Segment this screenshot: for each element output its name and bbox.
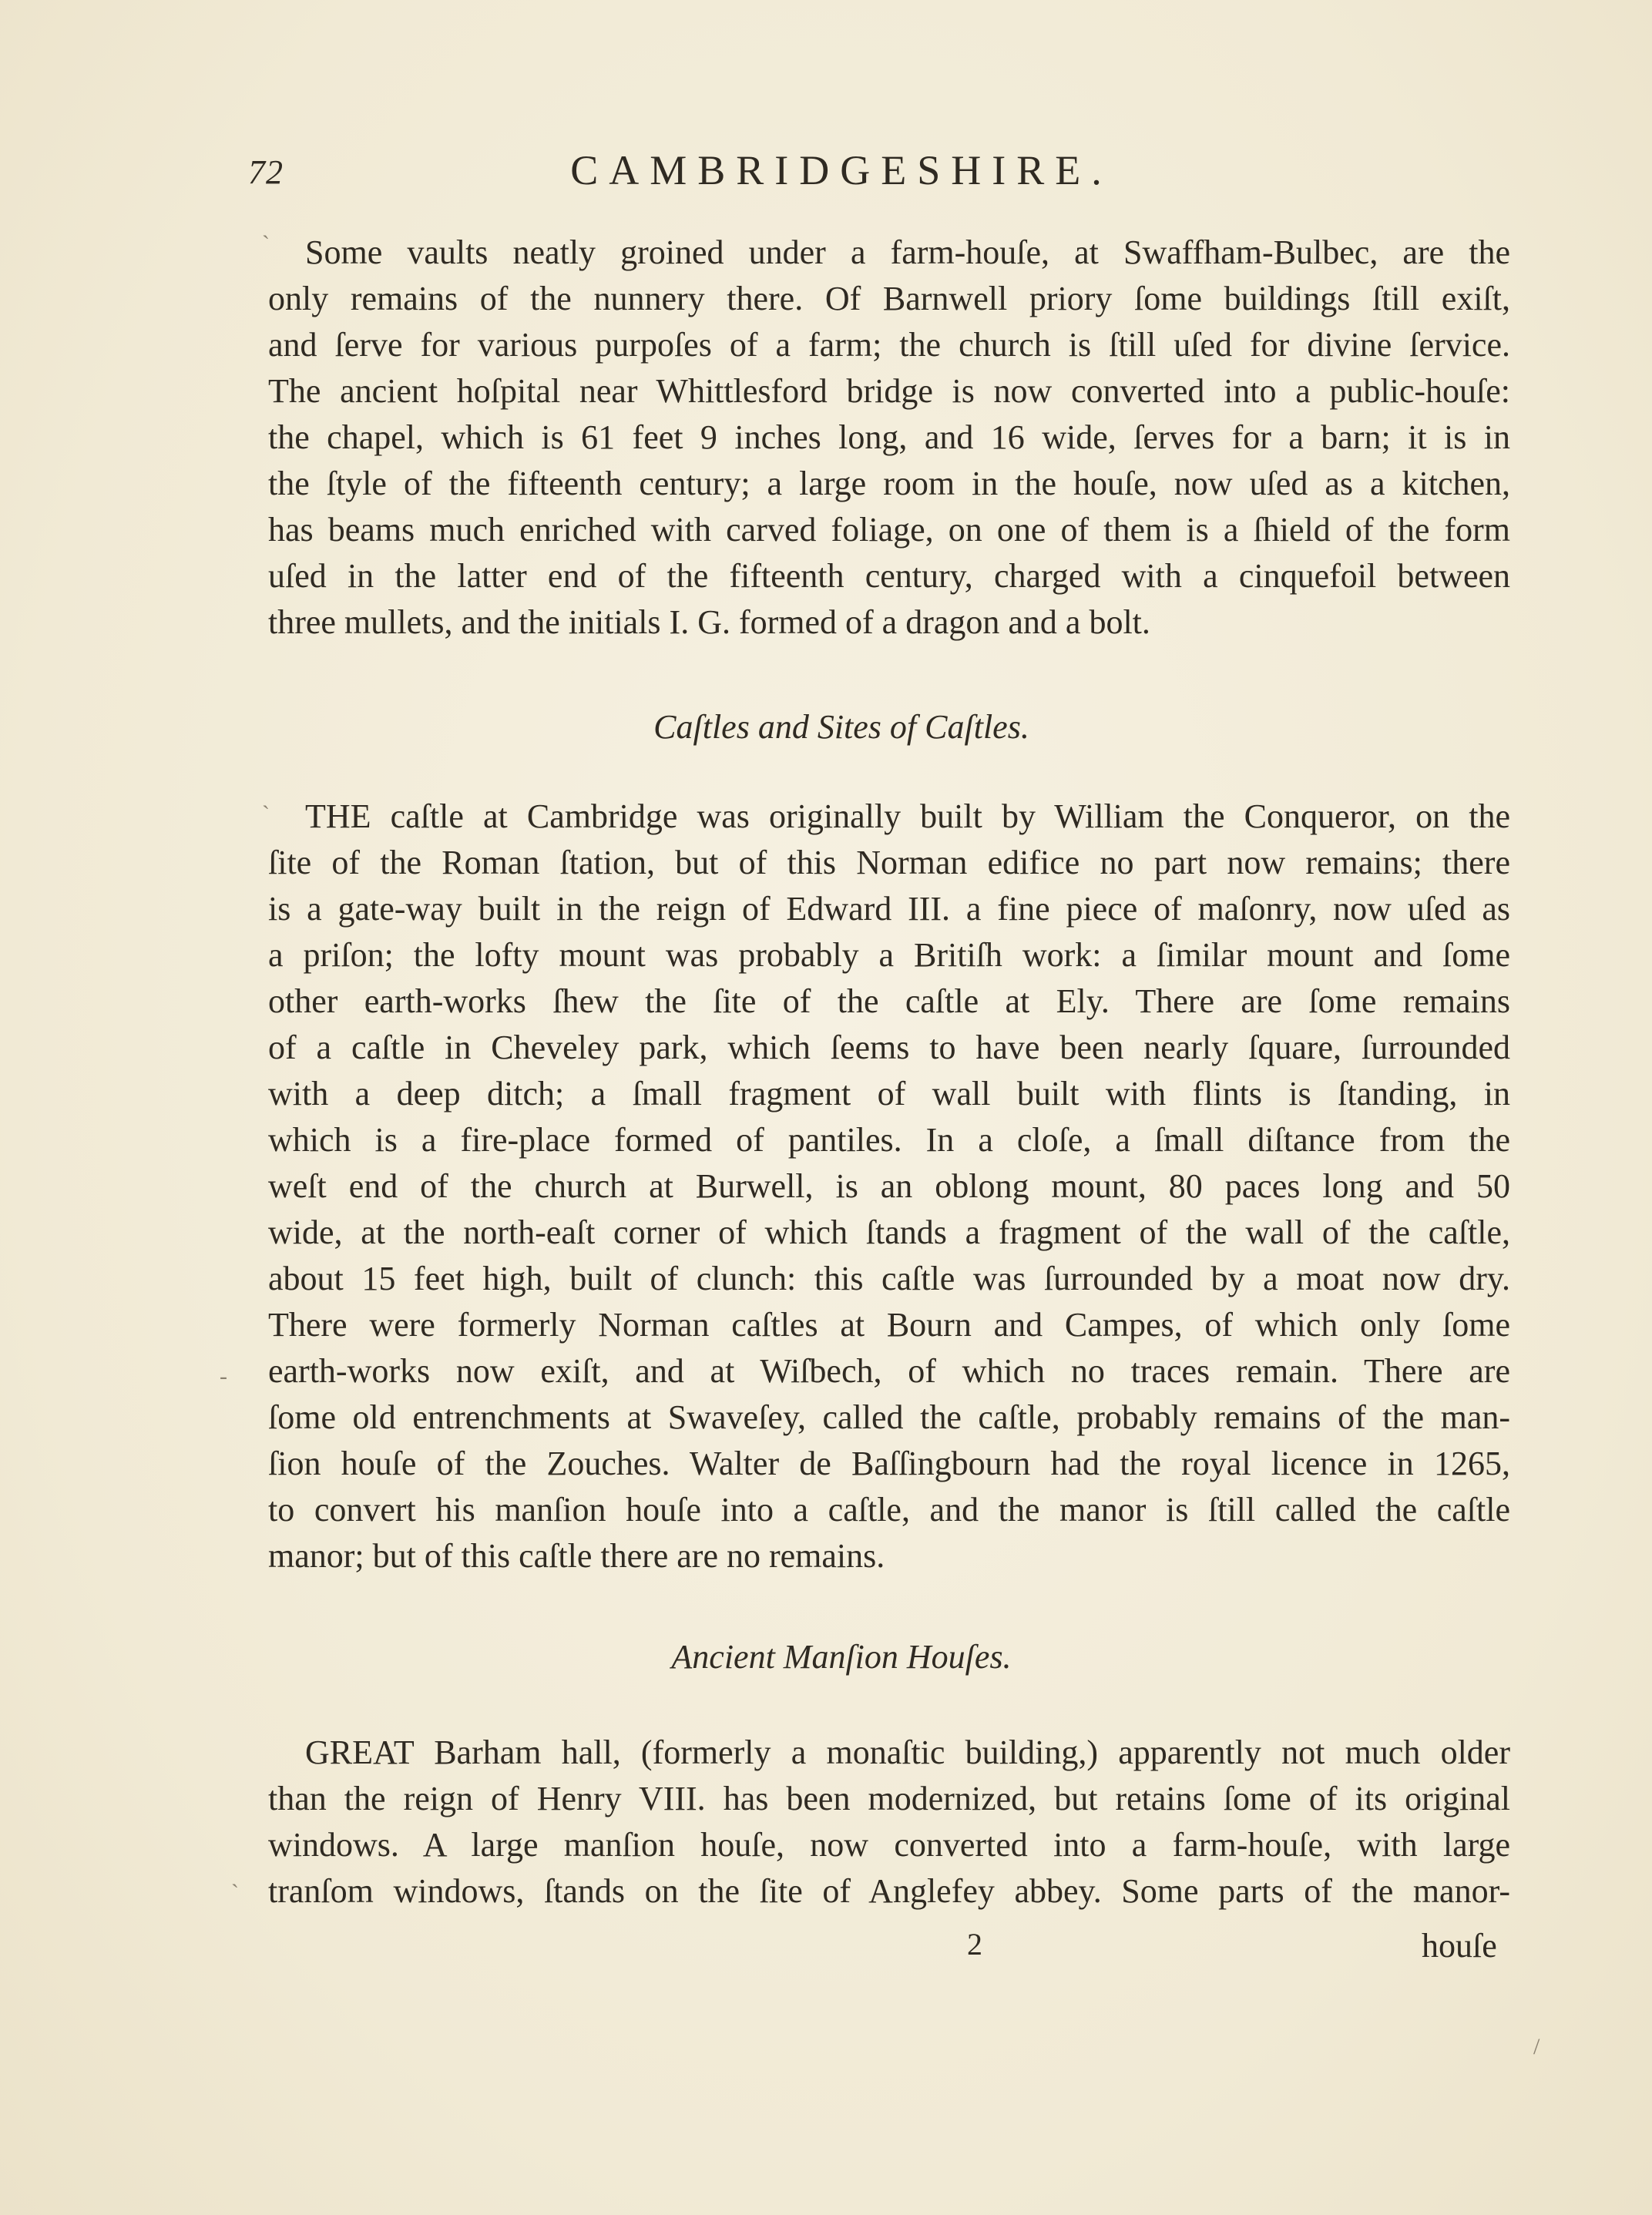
text-line [268, 1730, 1510, 1776]
text-line: about 15 feet high, built of clunch: this caſtle was ſurrounded by a moat now dry. [268, 1260, 1510, 1297]
text-line: Some vaults neatly groined under a farm-houſe, at Swaffham-Bulbec, are the [305, 233, 1510, 271]
text-line: ſite of the Roman ſtation, but of this Norman edifice no part now remains; there [268, 844, 1510, 881]
text-line: There were formerly Norman caſtles at Bourn and Campes, of which only ſome [268, 1306, 1510, 1344]
text-line-rest: caſtle at Cambridge was originally built by William the Conqueror, on the [371, 797, 1510, 835]
margin-speck: / [1533, 2034, 1540, 2059]
margin-speck: ˋ [231, 1880, 239, 1905]
text-line: which is a fire-place formed of pantiles. In a cloſe, a ſmall diſtance from the [268, 1121, 1510, 1159]
text-line [268, 794, 1510, 840]
drop-word: GREAT [305, 1733, 414, 1771]
text-line: and ſerve for various purpoſes of a farm; the church is ſtill uſed for divine ſervice. [268, 326, 1510, 364]
text-line: to convert his manſion houſe into a caſtle, and the manor is ſtill called the caſtle [268, 1491, 1510, 1529]
text-line: ſion houſe of the Zouches. Walter de Baſſingbourn had the royal licence in 1265, [268, 1445, 1510, 1482]
text-line: manor; but of this caſtle there are no remains. [268, 1537, 885, 1575]
text-line: uſed in the latter end of the fifteenth century, charged with a cinquefoil between [268, 557, 1510, 595]
text-line: the chapel, which is 61 feet 9 inches long, and 16 wide, ſerves for a barn; it is in [268, 418, 1510, 456]
drop-word: THE [305, 797, 371, 835]
text-line-rest: Barham hall, (formerly a monaſtic building,) apparently not much older [413, 1733, 1510, 1771]
text-line: windows. A large manſion houſe, now converted into a farm-houſe, with large [268, 1826, 1510, 1864]
text-line: ſome old entrenchments at Swaveſey, called the caſtle, probably remains of the man- [268, 1398, 1510, 1436]
section-heading-castles: Caſtles and Sites of Caſtles. [653, 708, 1029, 746]
text-line: of a caſtle in Cheveley park, which ſeems to have been nearly ſquare, ſurrounded [268, 1029, 1510, 1066]
text-line: other earth-works ſhew the ſite of the caſtle at Ely. There are ſome remains [268, 982, 1510, 1020]
text-line: earth-works now exiſt, and at Wiſbech, of which no traces remain. There are [268, 1352, 1510, 1390]
paragraph-monastic-remains [268, 230, 1510, 646]
text-line: is a gate-way built in the reign of Edward III. a fine piece of maſonry, now uſed as [268, 890, 1510, 928]
running-title: CAMBRIDGESHIRE. [570, 147, 1113, 193]
margin-speck: - [220, 1364, 227, 1389]
text-line: weſt end of the church at Burwell, is an oblong mount, 80 paces long and 50 [268, 1167, 1510, 1205]
text-line: The ancient hoſpital near Whittlesford bridge is now converted into a public-houſe: [268, 372, 1510, 410]
text-line: the ſtyle of the fifteenth century; a large room in the houſe, now uſed as a kitchen, [268, 465, 1510, 502]
text-line: a priſon; the lofty mount was probably a Britiſh work: a ſimilar mount and ſome [268, 936, 1510, 974]
page-number: 72 [248, 153, 284, 191]
text-line: has beams much enriched with carved foliage, on one of them is a ſhield of the form [268, 511, 1510, 549]
paragraph-mansion-houses [268, 1730, 1510, 1915]
text-line: only remains of the nunnery there. Of Barnwell priory ſome buildings ſtill exiſt, [268, 280, 1510, 317]
text-line: wide, at the north-eaſt corner of which ſtands a fragment of the wall of the caſtle, [268, 1213, 1510, 1251]
text-line: tranſom windows, ſtands on the ſite of Anglefey abbey. Some parts of the manor- [268, 1872, 1510, 1910]
text-line: with a deep ditch; a ſmall fragment of wall built with flints is ſtanding, in [268, 1075, 1510, 1113]
margin-speck: ˋ [262, 801, 270, 827]
catchword: houſe [1422, 1927, 1497, 1965]
text-line: than the reign of Henry VIII. has been modernized, but retains ſome of its original [268, 1780, 1510, 1817]
signature-mark: 2 [967, 1927, 982, 1962]
margin-speck: ˋ [262, 231, 270, 257]
paragraph-castles [268, 794, 1510, 1579]
text-line: three mullets, and the initials I. G. formed of a dragon and a bolt. [268, 603, 1150, 641]
section-heading-mansion-houses: Ancient Manſion Houſes. [671, 1638, 1012, 1676]
